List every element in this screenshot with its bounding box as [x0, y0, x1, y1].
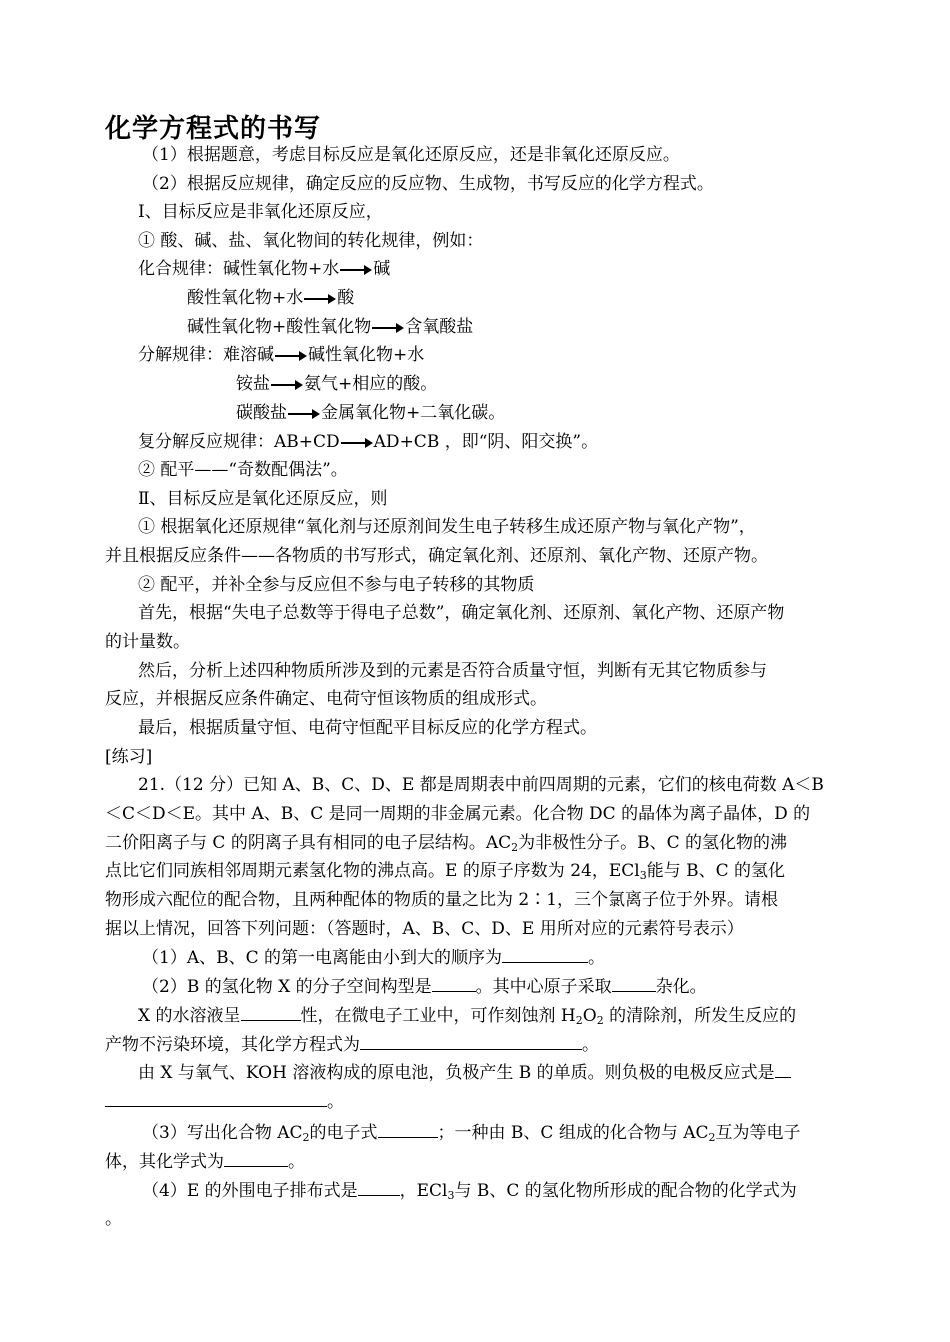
text: 的电子式	[309, 1123, 378, 1143]
combine-label: 化合规律：	[138, 259, 223, 279]
answer-blank[interactable]	[612, 975, 656, 992]
answer-blank[interactable]	[775, 1061, 791, 1078]
text: 。其中心原子采取	[475, 977, 612, 997]
sub-question-2	[142, 975, 707, 998]
text: 互为等电子	[715, 1123, 801, 1143]
part1-item2: ② 配平——“奇数配偶法”。	[138, 460, 348, 480]
text: 产物不污染环境，其化学方程式为	[105, 1035, 360, 1055]
part2-item1-line2: 并且根据反应条件——各物质的书写形式，确定氧化剂、还原剂、氧化产物、还原产物。	[105, 546, 768, 566]
question-line-3	[105, 832, 787, 854]
text: ；一种由 B、C 组成的化合物与 AC	[437, 1123, 709, 1143]
part2-heading: Ⅱ、目标反应是氧化还原反应，则	[138, 489, 388, 509]
products: 碱	[373, 259, 391, 279]
text: 为非极性分子。B、C 的氢化物的沸	[518, 833, 788, 853]
text: 由 X 与氧气、KOH 溶液构成的原电池，负极产生 B 的单质。则负极的电极反应式是	[138, 1063, 775, 1083]
combine-rule-1	[138, 258, 390, 280]
x-solution-line1	[138, 1004, 796, 1027]
subscript: 2	[575, 1014, 583, 1027]
then-para-line1: 然后，分析上述四种物质所涉及到的元素是否符合质量守恒，判断有无其它物质参与	[138, 661, 767, 681]
first-para-line1: 首先，根据“失电子总数等于得电子总数”，确定氧化剂、还原剂、氧化产物、还原产物	[138, 603, 785, 623]
reactants: 难溶碱	[223, 345, 274, 365]
reactants: 碳酸盐	[236, 403, 287, 423]
text: 点比它们同族相邻周期元素氢化物的沸点高。E 的原子序数为 24，ECl	[105, 861, 640, 881]
question-line-5: 物形成六配位的配合物，且两种配体的物质的量之比为 2∶1，三个氯离子位于外界。请根	[105, 890, 779, 910]
subscript: 3	[447, 1189, 455, 1202]
text: 与 B、C 的氢化物所形成的配合物的化学式为	[454, 1181, 797, 1201]
text: O	[582, 1006, 597, 1026]
question-line-1: 21.（12 分）已知 A、B、C、D、E 都是周期表中前四周期的元素，它们的核电荷数 A＜B	[138, 775, 824, 795]
x-solution-line2	[105, 1033, 599, 1056]
answer-blank[interactable]	[105, 1090, 327, 1107]
answer-blank[interactable]	[378, 1121, 438, 1138]
then-para-line2: 反应，并根据反应条件确定、电荷守恒该物质的组成形式。	[105, 689, 547, 709]
reactants: 复分解反应规律：AB+CD	[138, 432, 340, 452]
decomp-rule-1	[138, 344, 424, 366]
reactants: 铵盐	[236, 374, 270, 394]
products: 含氧酸盐	[405, 317, 474, 337]
arrow-icon	[304, 294, 336, 304]
subscript: 3	[639, 869, 647, 882]
products: 氨气+相应的酸。	[304, 374, 438, 394]
reactants: 碱性氧化物+酸性氧化物	[187, 317, 372, 337]
sub-question-4-line2: 。	[105, 1209, 122, 1229]
subscript: 2	[708, 1131, 716, 1144]
products: 酸	[337, 288, 355, 308]
text: 二价阳离子与 C 的阴离子具有相同的电子层结构。AC	[105, 833, 512, 853]
part2-item1-line1: ① 根据氧化还原规律“氧化剂与还原剂间发生电子转移生成还原产物与氧化产物”，	[138, 517, 756, 537]
combine-rule-3	[187, 316, 473, 338]
part1-item1: ① 酸、碱、盐、氧化物间的转化规律，例如：	[138, 231, 484, 251]
arrow-icon	[340, 265, 372, 275]
battery-line1	[138, 1061, 791, 1084]
arrow-icon	[271, 380, 303, 390]
text: 体，其化学式为	[105, 1152, 224, 1172]
products: AD+CB ，即“阴、阳交换”。	[373, 432, 599, 452]
part1-heading: I、目标反应是非氧化还原反应，	[138, 202, 383, 222]
combine-rule-2	[187, 287, 354, 309]
answer-blank[interactable]	[432, 975, 476, 992]
battery-line2	[105, 1090, 344, 1113]
text: ，ECl	[399, 1181, 448, 1201]
text: （3）写出化合物 AC	[142, 1123, 303, 1143]
subscript: 2	[302, 1131, 310, 1144]
arrow-icon	[275, 351, 307, 361]
text: （4）E 的外围电子排布式是	[142, 1181, 358, 1201]
step-2: （2）根据反应规律，确定反应的反应物、生成物，书写反应的化学方程式。	[142, 174, 714, 194]
text: 杂化。	[655, 977, 707, 997]
decomp-rule-3	[236, 402, 505, 424]
arrow-icon	[288, 409, 320, 419]
decomp-label: 分解规律：	[138, 345, 223, 365]
subscript: 2	[511, 841, 519, 854]
text: 性，在微电子工业中，可作刻蚀剂 H	[300, 1006, 576, 1026]
answer-blank[interactable]	[502, 946, 588, 963]
arrow-icon	[372, 323, 404, 333]
practice-label: [练习]	[105, 747, 153, 767]
last-para: 最后，根据质量守恒、电荷守恒配平目标反应的化学方程式。	[138, 718, 597, 738]
text: X 的水溶液呈	[138, 1006, 241, 1026]
answer-blank[interactable]	[358, 1179, 400, 1196]
products: 金属氧化物+二氧化碳。	[321, 403, 506, 423]
text: 。	[327, 1092, 344, 1112]
subscript: 2	[596, 1014, 604, 1027]
sub-question-1	[142, 946, 605, 969]
sub-question-4-line1	[142, 1179, 797, 1202]
products: 碱性氧化物+水	[308, 345, 425, 365]
sub-question-3-line1	[142, 1121, 801, 1144]
reactants: 碱性氧化物+水	[223, 259, 340, 279]
arrow-icon	[341, 438, 373, 448]
answer-blank[interactable]	[360, 1033, 582, 1050]
text: （1）A、B、C 的第一电离能由小到大的顺序为	[142, 948, 502, 968]
text: 。	[588, 948, 605, 968]
double-displacement-rule	[138, 431, 598, 453]
text: 能与 B、C 的氢化	[646, 861, 786, 881]
question-line-2: ＜C＜D＜E。其中 A、B、C 是同一周期的非金属元素。化合物 DC 的晶体为离子晶体，D 的	[105, 804, 811, 824]
text: 。	[288, 1152, 305, 1172]
first-para-line2: 的计量数。	[105, 632, 190, 652]
step-1: （1）根据题意，考虑目标反应是氧化还原反应，还是非氧化还原反应。	[142, 145, 680, 165]
page-title: 化学方程式的书写	[105, 114, 322, 144]
text: （2）B 的氢化物 X 的分子空间构型是	[142, 977, 432, 997]
answer-blank[interactable]	[241, 1004, 301, 1021]
sub-question-3-line2	[105, 1150, 305, 1173]
question-line-6: 据以上情况，回答下列问题：（答题时，A、B、C、D、E 用所对应的元素符号表示）	[105, 919, 744, 939]
part2-item2: ② 配平，并补全参与反应但不参与电子转移的其物质	[138, 575, 535, 595]
decomp-rule-2	[236, 373, 437, 395]
answer-blank[interactable]	[224, 1150, 288, 1167]
reactants: 酸性氧化物+水	[187, 288, 304, 308]
text: 的清除剂，所发生反应的	[603, 1006, 797, 1026]
text: 。	[582, 1035, 599, 1055]
question-line-4	[105, 860, 785, 882]
